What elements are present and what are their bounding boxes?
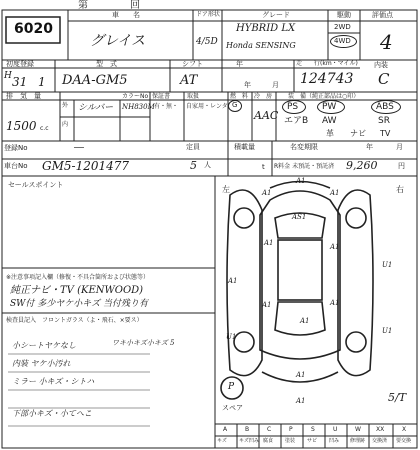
mark-left-mid2: A1 — [228, 277, 238, 285]
interior-score: C — [378, 70, 390, 88]
inspector-label: 検査員記入 フロントガラス（よ・飛石、×要ス） — [6, 317, 143, 324]
legend-code-p: P — [289, 426, 293, 433]
month-unit: 月 — [272, 81, 279, 89]
equip-aw: AW — [322, 116, 337, 126]
equip-airbag: エアB — [284, 116, 309, 126]
mark-left-mid3: A1 — [262, 301, 272, 309]
notes-line2: SW付 多少ヤケ小キズ 当付残り有 — [10, 299, 148, 309]
grade-sub-value: Honda SENSING — [226, 41, 296, 50]
inspector-line3: ミラー 小キズ・シトハ — [12, 377, 95, 386]
warranty-options: 有・無・ — [154, 103, 179, 110]
mark-left-u: U1 — [226, 333, 237, 341]
legend-meaning-u: 凹み — [329, 438, 340, 444]
legend-meaning-s: サビ — [307, 438, 318, 444]
mark-roof: AS1 — [292, 213, 307, 221]
name-change-month: 月 — [396, 143, 403, 151]
equip-leather: 革 — [326, 129, 334, 138]
shift-label: シフト — [182, 60, 203, 68]
corner-mark: 5/T — [388, 391, 407, 404]
drive-2wd: 2WD — [334, 23, 351, 31]
shift-value: AT — [180, 73, 198, 88]
mark-bottom: A1 — [296, 397, 306, 405]
mark-front: A1 — [296, 177, 306, 185]
spare-mark: P — [228, 382, 235, 392]
model-label: 型 式 — [96, 60, 117, 68]
car-name-value: グレイス — [90, 33, 146, 49]
legend-code-w: W — [355, 426, 361, 433]
equip-abs: ABS — [376, 102, 394, 112]
title-prefix: 第 — [78, 0, 88, 11]
reg-month: 1 — [38, 75, 46, 89]
chassis-no-value: GM5-1201477 — [42, 159, 130, 173]
mark-left-top: A1 — [262, 189, 272, 197]
mark-roof2: A1 — [300, 317, 310, 325]
legend-code-s: S — [311, 426, 315, 433]
color-code-label: カラーNo — [122, 93, 149, 100]
warranty-label: 保証書 — [152, 93, 171, 100]
capacity-label: 定員 — [186, 143, 200, 151]
equip-sr: SR — [378, 116, 390, 126]
equip-tv: TV — [380, 129, 391, 138]
recycle-value: 9,260 — [346, 159, 378, 172]
right-label: 右 — [396, 185, 404, 194]
color-code-value: NH830M — [122, 103, 155, 111]
cc-unit: c.c — [40, 125, 49, 132]
interior-color-label: 内 — [62, 121, 69, 128]
mileage-label: 走 行(km・マイル) — [296, 60, 358, 67]
color-value: シルバー — [78, 103, 114, 113]
door-label: ドア形状 — [196, 11, 220, 18]
reg-era: H — [4, 71, 12, 81]
ac-value: AAC — [254, 109, 279, 122]
displacement-label: 排 気 量 — [6, 92, 41, 100]
mark-rear: A1 — [296, 371, 306, 379]
legend-meaning-p: 塗装 — [285, 438, 296, 444]
drive-4wd: 4WD — [334, 37, 351, 45]
equip-pw: PW — [322, 102, 337, 112]
score-label: 評価点 — [372, 11, 393, 19]
mileage-value: 124743 — [300, 71, 354, 87]
equip-ps: PS — [287, 102, 299, 112]
legend-code-u: U — [333, 426, 338, 433]
load-unit: t — [262, 163, 265, 171]
rental-options: 自家用・レンタ — [186, 103, 228, 110]
legend-code-a: A — [223, 426, 228, 433]
legend-code-xx: XX — [376, 426, 385, 433]
mark-right-mid2: A1 — [330, 299, 340, 307]
inspector-line2: 内装 ヤケ小汚れ — [12, 359, 71, 368]
mark-right-u1: U1 — [382, 261, 393, 269]
inspector-line4: 下部小キズ・小てへこ — [12, 409, 92, 418]
capacity-unit: 人 — [204, 161, 211, 169]
glass-note: ワキ小キズ小キズ 5 — [112, 339, 175, 347]
drive-label: 駆動 — [337, 11, 351, 19]
legend-meaning-xx: 交換済 — [372, 438, 388, 444]
car-name-label: 車 名 — [112, 11, 140, 19]
name-change-year: 年 — [366, 143, 373, 151]
reg-year: 31 — [12, 75, 28, 89]
chassis-no-label: 車台No — [4, 162, 28, 170]
first-reg-label: 初度登録 — [6, 60, 34, 68]
exterior-label: 外 — [62, 102, 69, 109]
fuel-label: 燃 料 — [230, 93, 249, 100]
legend-meaning-c: 腐食 — [263, 438, 274, 444]
equipment-label: 装 備（純正部品は○印） — [288, 93, 360, 100]
grade-label: グレード — [262, 11, 290, 19]
ac-label: 冷 房 — [254, 93, 273, 100]
spare-label: スペア — [222, 404, 243, 412]
left-label: 左 — [222, 185, 230, 194]
lot-number: 6020 — [14, 21, 53, 37]
year-unit: 年 — [244, 81, 251, 89]
capacity-value: 5 — [190, 159, 197, 172]
legend-meaning-a: キズ — [217, 438, 227, 444]
year-label: 年 — [236, 60, 243, 68]
notes-line1: 純正ナビ・TV (KENWOOD) — [10, 285, 144, 296]
sales-point-label: セールスポイント — [8, 181, 64, 189]
score-value: 4 — [380, 30, 393, 54]
load-label: 積載量 — [234, 143, 255, 151]
model-value: DAA-GM5 — [62, 73, 128, 88]
notes-label: ※注意事項記入欄（修復・不具合箇所および状態等） — [6, 274, 150, 281]
recycle-label: R料金 未預託・預託済 — [274, 163, 335, 170]
mark-right-top: A1 — [330, 189, 340, 197]
door-value: 4/5D — [196, 37, 218, 47]
fuel-value: G — [232, 101, 238, 109]
legend-code-c: C — [267, 426, 272, 433]
displacement-value: 1500 — [6, 119, 37, 133]
inspector-line1: 小シートヤケなし — [12, 341, 76, 350]
legend-code-x: X — [402, 426, 407, 433]
mark-right-mid1: A1 — [330, 243, 340, 251]
legend-meaning-x: 要交換 — [396, 438, 412, 444]
legend-meaning-w: 修理跡 — [350, 438, 366, 444]
reg-no-label: 登録No — [4, 144, 28, 152]
legend-code-b: B — [245, 426, 250, 433]
grade-value: HYBRID LX — [236, 23, 296, 34]
mark-left-mid1: A1 — [264, 239, 274, 247]
recycle-unit: 円 — [398, 162, 405, 170]
reg-no-value: ― — [74, 142, 84, 153]
title-mid: 回 — [130, 0, 140, 11]
name-change-label: 名変期限 — [290, 143, 318, 151]
recall-label: 取扱 — [187, 93, 200, 100]
legend-meaning-b: キズ凹み — [239, 438, 259, 444]
equip-navi: ナビ — [350, 129, 366, 138]
mark-right-u2: U1 — [382, 327, 393, 335]
interior-label: 内装 — [374, 61, 388, 69]
